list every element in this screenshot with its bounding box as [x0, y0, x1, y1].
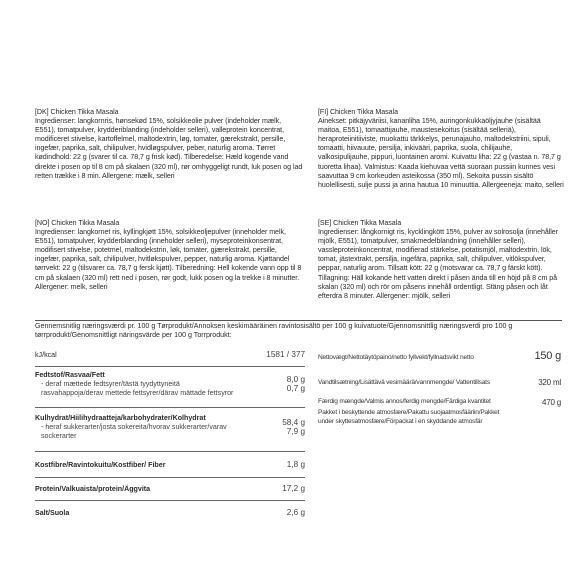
no-body: Ingredienser: langkornet ris, kyllingkjøtt 15%, solsikkeoljepulver (inneholder melk, E551), tomatpulver, krydderblanding (inneholder selleri), myseproteinkonsentrat, modifisert stivelse, potetmel, maltodekstrin, løk, tomater, gjærekstrakt, persille, ingefær, paprika, salt, chilipulver, hvitløkspulver, pepper, naturlig aroma. Kjøttandel tørrvekt: 22 g (tilsvarer ca. 78,7 g fersk kjøtt). Tilberedning: Hell kokende vann opp til 8 cm på skalaen (320 ml) rett ned i posen, rør godt, lukk posen og la trekke i 8 minutter. Allergener: melk, selleri [35, 228, 302, 291]
net-weight-value: 150 g [534, 350, 561, 362]
salt-value: 2,6 g [286, 508, 305, 517]
sugar-value: 7,9 g [286, 427, 305, 436]
salt-label: Salt/Suola [35, 509, 70, 517]
water-value: 320 ml [538, 378, 561, 387]
carb-label: Kulhydrat/Hiilihydraatteja/karbohydrater/Kolhydrat [35, 414, 206, 422]
text-block-fi [318, 108, 564, 190]
carb-value: 58,4 g [282, 418, 305, 427]
fat-label: Fedtstof/Rasvaa/Fett [35, 371, 105, 379]
carb-row [35, 414, 305, 452]
protein-label: Protein/Valkuaista/protein/Äggvita [35, 485, 151, 493]
salt-row [35, 501, 305, 523]
fiber-value: 1,8 g [286, 460, 305, 469]
satfat-label: - deraf mættede fedtsyrer/tästä tyydyttyneitä rasvahappoja/derav mettede fettsyrer/därav mättade fettsyror [41, 380, 234, 397]
water-label: Vandtilsætning/Lisättävä vesimäärä/vannmengde/ Vattentillsats [318, 379, 490, 386]
fat-value: 8,0 g [286, 375, 305, 384]
energy-row [35, 350, 305, 367]
dk-body: Ingredienser: langkornris, hønsekød 15%, solsikkeolie pulver (indeholder mælk, E551), tomatpulver, krydderiblanding (indeholder selleri), valleprotein koncentrat, modificeret stivelse, kartoffelmel, maltodextrin, løg, tomater, gærekstrakt, persille, ingefær, paprika, salt, chilipulver, hvidløgspulver, peber, naturlig aroma. Tørret kødindhold: 22 g (svarer til ca. 78,7 g frisk kød). Tilberedelse: Hæld kogende vand direkte i posen op til 8 cm på skalaen (320 ml), rør omhyggeligt rundt, luk posen og lad retten trække i 8 min. Allergene: mælk, selleri [35, 117, 303, 180]
nutrition-header: Gennemsnitlig næringsværdi pr. 100 g Tørprodukt/Annoksen keskimääräinen ravintosisältö per 100 g kuivatuote/Gjennomsnittlig næringsverdi pro 100 g tørrprodukt/Genomsnittligt näringsvärde per 100 g Torrprodukt: [35, 322, 513, 340]
nutrition-table [35, 350, 305, 523]
energy-label: kJ/kcal [35, 351, 57, 359]
sugar-label: - heraf sukkerarter/josta sokereita/hvorav sukkerarter/varav sockerarter [41, 423, 227, 440]
satfat-value: 0,7 g [286, 384, 305, 393]
text-block-se [318, 219, 564, 301]
no-title: [NO] Chicken Tikka Masala [35, 219, 120, 227]
protein-value: 17,2 g [282, 484, 305, 493]
text-block-no [35, 219, 303, 292]
dk-title: [DK] Chicken Tikka Masala [35, 108, 119, 116]
net-weight-label: Nettovægt/Nettotäytöpaino/netto fyllvekt/fyllnadsvikt netto [318, 354, 474, 361]
se-body: Ingredienser: långkornigt ris, kycklingkött 15%, pulver av solrosolja (innehåller mjölk, E551), tomatpulver, smakmedelblandning (innehåller selleri), vassleproteinkoncentrat, modifierad stärkelse, potatismjöl, maltodextrin, lök, tomat, jästextrakt, persilja, ingefära, paprika, salt, chilipulver, vitlökspulver, peppar, naturlig arom. Tillsatt kött: 22 g (motsvarar ca. 78,7 g färskt kött). Tillagning: Häll kokande hett vatten direkt i påsen ända till en höjd på 8 cm på skalan (320 ml) och rör om påsens innehåll ordentligt. Stäng påsen och låt efterdra 8 minuter. Allergener: mjölk, selleri [318, 228, 559, 300]
ready-value: 470 g [541, 398, 561, 407]
energy-value: 1581 / 377 [266, 350, 305, 359]
fiber-row [35, 457, 305, 478]
fiber-label: Kostfibre/Ravintokuitu/Kostfiber/ Fiber [35, 461, 166, 469]
fat-row [35, 371, 305, 408]
fi-body: Ainekset: pitkäjyväriisi, kananliha 15%, auringonkukkaöljyjauhe (sisältää maitoa, E551), tomaattijauhe, maustesekoitus (sisältää selleriä), heraproteiinitiiviste, muokattu tärkkelys, perunajauho, maltodekstriini, sipuli, tomaatti, hiivauute, persilja, inkivääri, paprika, suola, chilijauhe, valkosipulijauhe, pippuri, luontainen aromi. Kuivattu liha: 22 g (vastaa n. 78,7 g tuoretta lihaa). Valmistus: Kaada kiehuvaa vettä suoraan pussiin kunnes vesi saavuttaa 9 cm korkeuden asteikossa (350 ml). Sekoita pussin sisältö huolellisesti, sulje pussi ja anna hautua 10 minuuttia. Allergeeneja: maito, selleri [318, 117, 564, 189]
fi-title: [FI] Chicken Tikka Masala [318, 108, 398, 116]
ready-label: Færdig mængde/Valmis annos/ferdig mengde/Färdiga kvantitet [318, 398, 491, 405]
se-title: [SE] Chicken Tikka Masala [318, 219, 402, 227]
divider [35, 320, 562, 321]
text-block-dk [35, 108, 303, 181]
pack-note: Pakket i beskyttende atmosfære/Pakattu suojaatmosfääriin/Pakket under skyttesatmosfære/Förpackat i en skyddande atmosfär [318, 409, 500, 425]
protein-row [35, 478, 305, 501]
